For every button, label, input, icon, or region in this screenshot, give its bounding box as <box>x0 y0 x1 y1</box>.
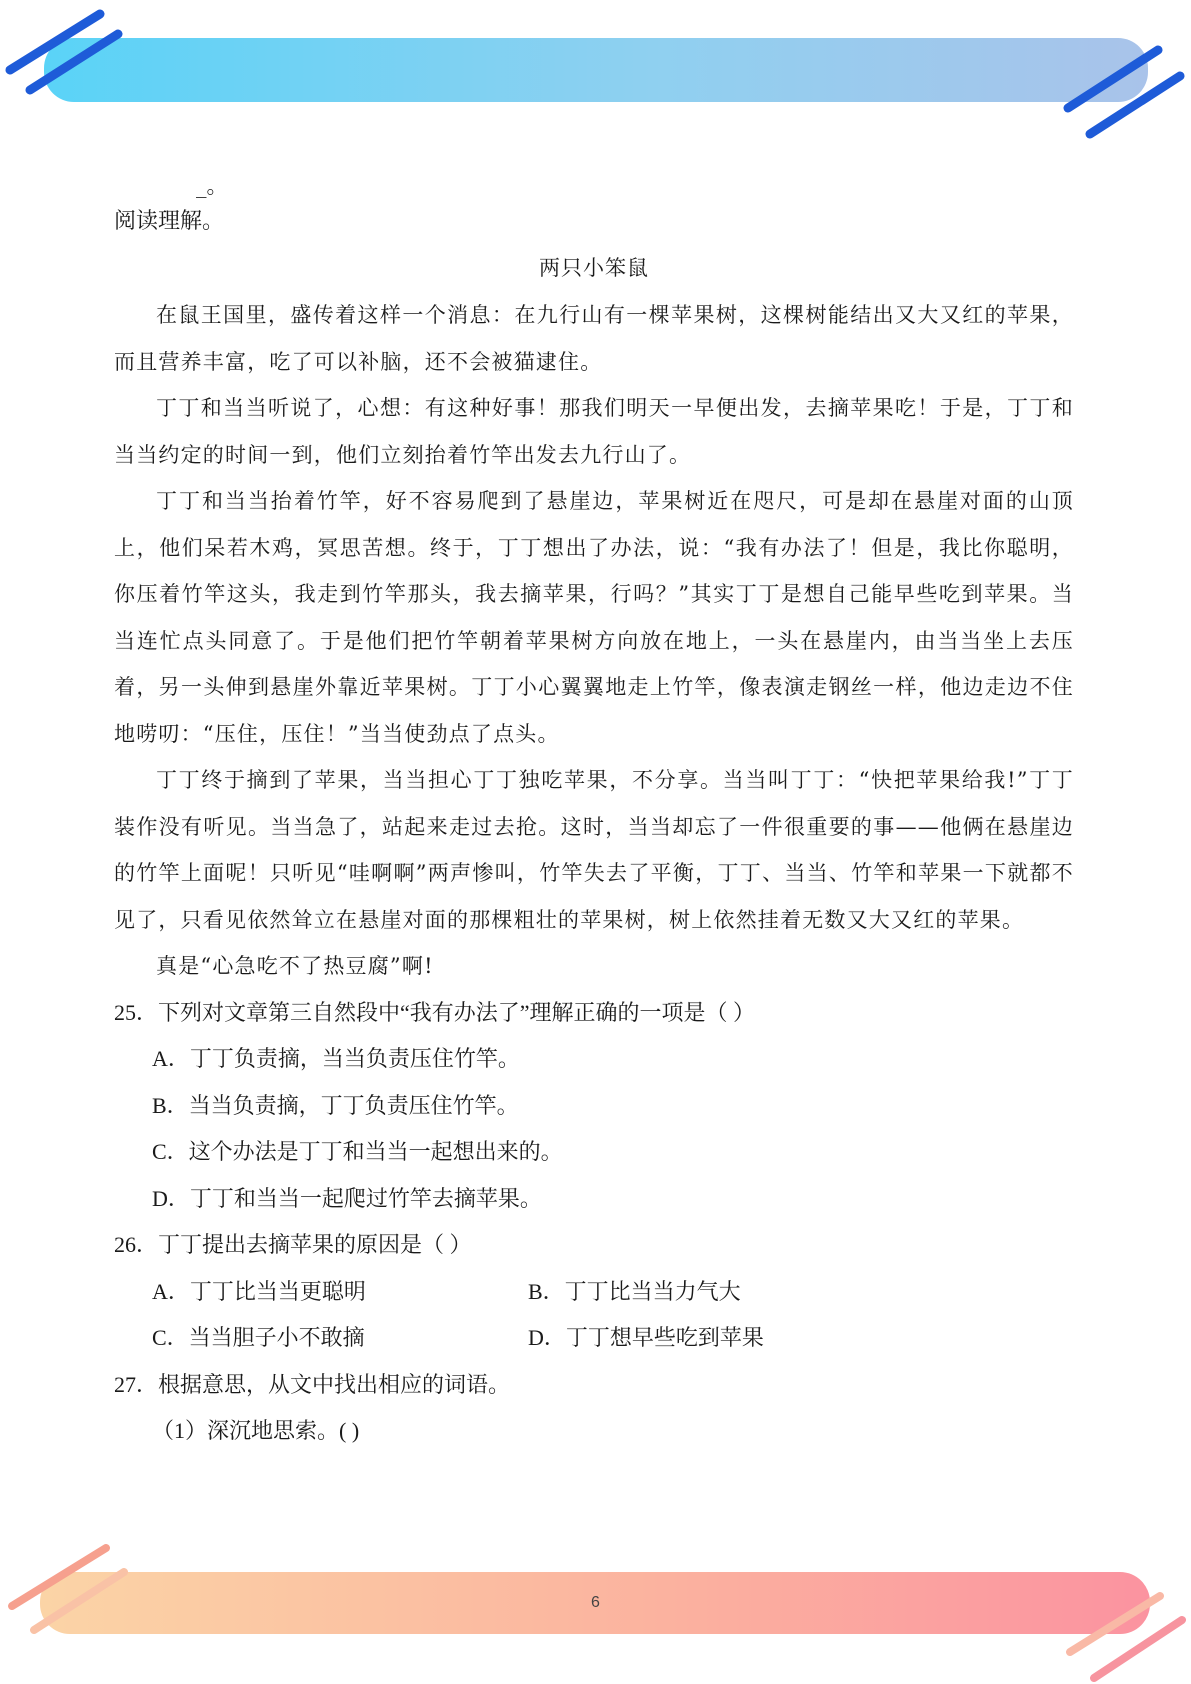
header-stripes-right <box>1050 40 1191 150</box>
question-26-stem: 26．丁丁提出去摘苹果的原因是（ ） <box>114 1232 472 1257</box>
section-title: 阅读理解。 <box>114 209 225 234</box>
header-stripes-left <box>0 0 130 110</box>
question-27-stem: 27．根据意思，从文中找出相应的词语。 <box>114 1371 511 1397</box>
page-content <box>114 170 1074 1455</box>
story-paragraph-4: 丁丁终于摘到了苹果，当当担心丁丁独吃苹果，不分享。当当叫丁丁：“快把苹果给我!”丁丁装作没有听见。当当急了，站起来走过去抢。这时，当当却忘了一件很重要的事——他俩在悬崖边的竹竿上面呢！只听见“哇啊啊”两声惨叫，竹竿失去了平衡，丁丁、当当、竹竿和苹果一下就都不见了，只看见依然耸立在悬崖对面的那棵粗壮的苹果树，树上依然挂着无数又大又红的苹果。 <box>114 768 1074 932</box>
answer-blank-line: _。 <box>196 174 228 198</box>
question-26-option-c: C．当当胆子小不敢摘 <box>152 1325 365 1350</box>
story-title: 两只小笨鼠 <box>539 256 649 280</box>
question-25-option-b: B．当当负责摘，丁丁负责压住竹竿。 <box>152 1092 519 1118</box>
page-number: 6 <box>591 1594 600 1611</box>
question-25-option-a: A．丁丁负责摘，当当负责压住竹竿。 <box>152 1046 520 1071</box>
question-25-option-c: C．这个办法是丁丁和当当一起想出来的。 <box>152 1139 563 1164</box>
question-25-stem: 25．下列对文章第三自然段中“我有办法了”理解正确的一项是（ ） <box>114 999 756 1025</box>
story-paragraph-2: 丁丁和当当听说了，心想：有这种好事！那我们明天一早便出发，去摘苹果吃！于是，丁丁和当当约定的时间一到，他们立刻抬着竹竿出发去九行山了。 <box>114 396 1074 467</box>
question-25-option-d: D．丁丁和当当一起爬过竹竿去摘苹果。 <box>152 1185 542 1211</box>
question-26-options-row-1 <box>152 1269 1074 1316</box>
question-26-option-b: B．丁丁比当当力气大 <box>528 1278 741 1304</box>
story-paragraph-5: 真是“心急吃不了热豆腐”啊! <box>156 954 434 978</box>
header-band <box>44 38 1148 102</box>
footer-stripes-left <box>0 1540 130 1640</box>
question-26-option-d: D．丁丁想早些吃到苹果 <box>528 1325 764 1350</box>
question-26-options-row-2 <box>152 1315 1074 1362</box>
question-26-option-a: A．丁丁比当当更聪明 <box>152 1278 366 1304</box>
story-paragraph-3: 丁丁和当当抬着竹竿，好不容易爬到了悬崖边，苹果树近在咫尺，可是却在悬崖对面的山顶上，他们呆若木鸡，冥思苦想。终于，丁丁想出了办法，说：“我有办法了！但是，我比你聪明，你压着竹竿这头，我走到竹竿那头，我去摘苹果，行吗？”其实丁丁是想自己能早些吃到苹果。当当连忙点头同意了。于是他们把竹竿朝着苹果树方向放在地上，一头在悬崖内，由当当坐上去压着，另一头伸到悬崖外靠近苹果树。丁丁小心翼翼地走上竹竿，像表演走钢丝一样，他边走边不住地唠叨：“压住，压住！”当当使劲点了点头。 <box>114 489 1074 746</box>
question-27-sub-1: （1）深沉地思索。( ) <box>152 1418 360 1443</box>
story-paragraph-1: 在鼠王国里，盛传着这样一个消息：在九行山有一棵苹果树，这棵树能结出又大又红的苹果，而且营养丰富，吃了可以补脑，还不会被猫逮住。 <box>114 303 1074 374</box>
